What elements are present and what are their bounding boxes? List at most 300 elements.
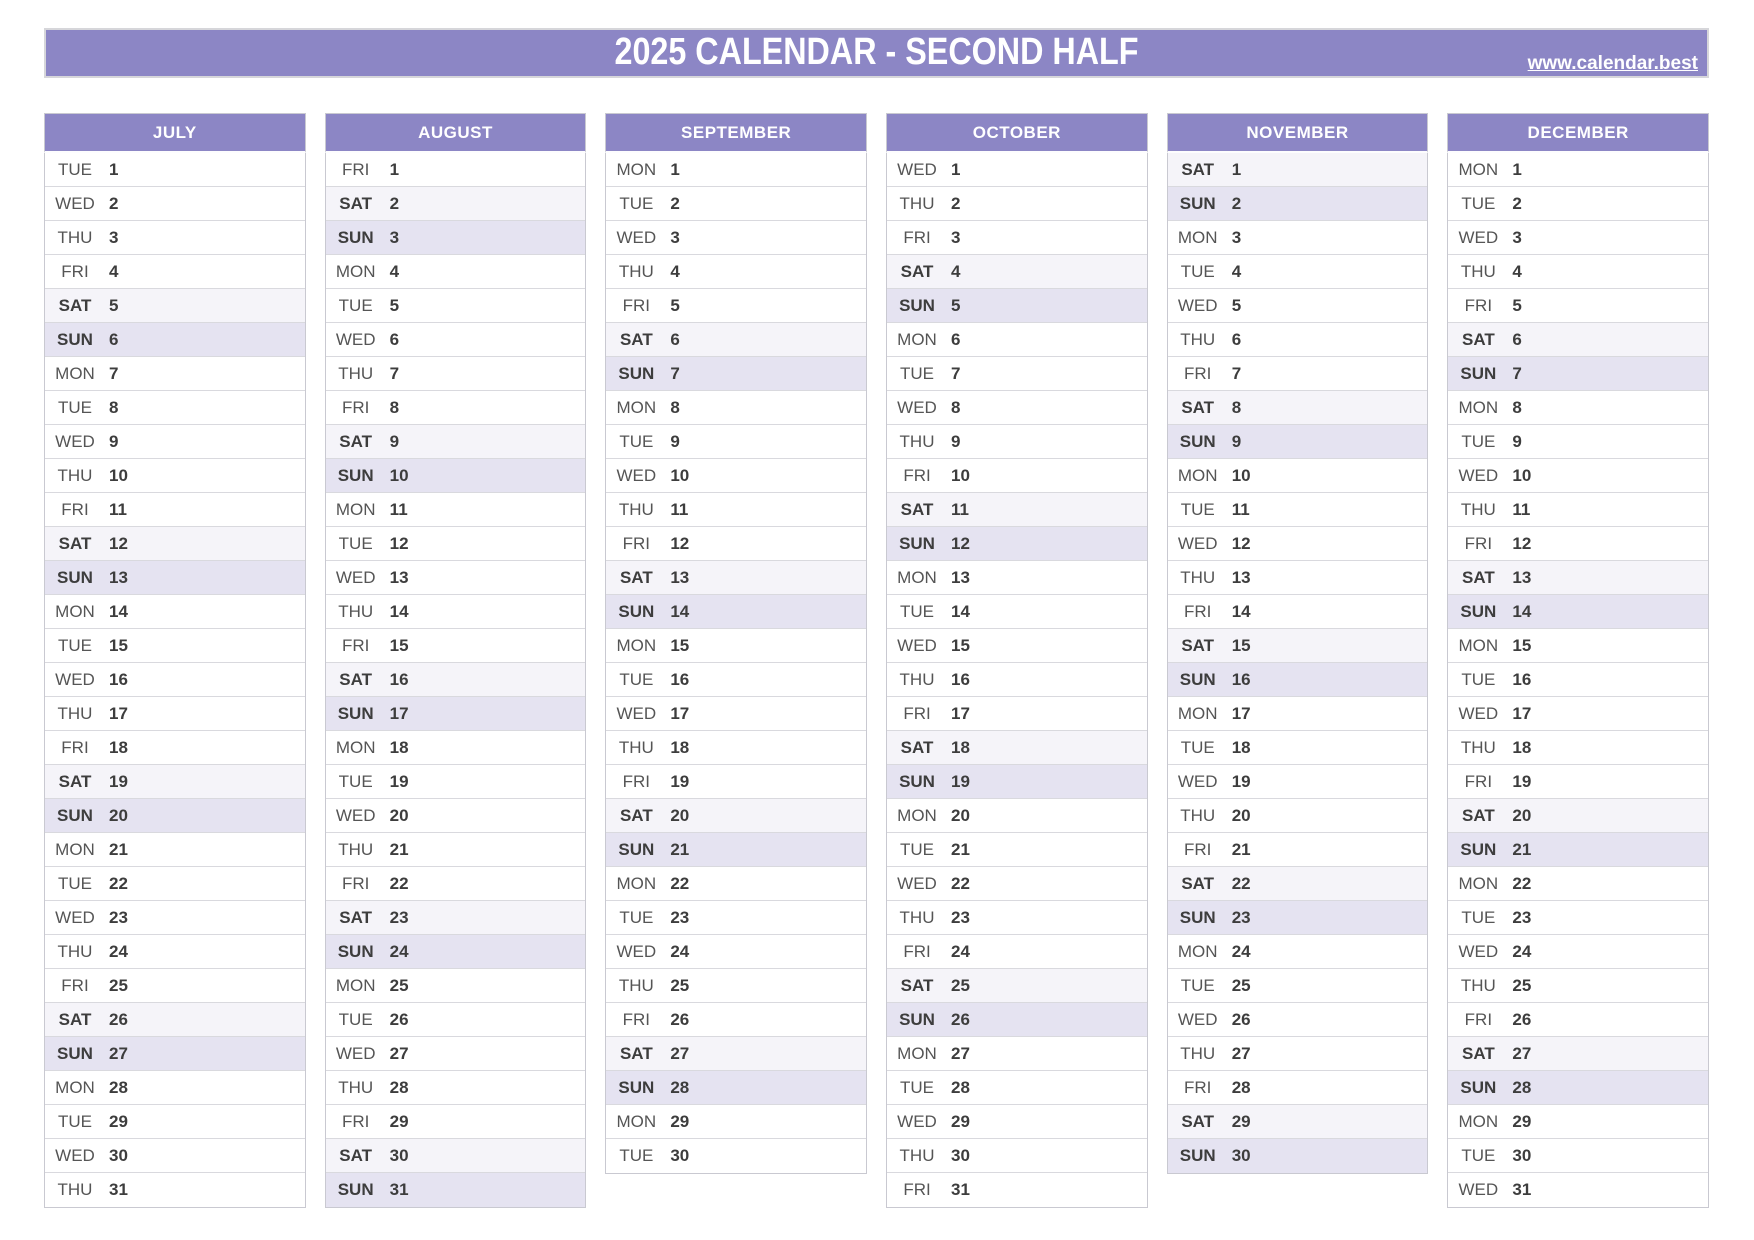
site-link[interactable]: www.calendar.best bbox=[1527, 53, 1698, 74]
day-row bbox=[45, 1105, 305, 1139]
day-number: 11 bbox=[389, 499, 408, 519]
day-of-week-label: SAT bbox=[1181, 635, 1215, 655]
day-row bbox=[887, 833, 1147, 867]
day-number: 26 bbox=[109, 1009, 128, 1029]
day-of-week-label: MON bbox=[335, 499, 376, 519]
day-number: 4 bbox=[951, 261, 961, 281]
day-row bbox=[1168, 595, 1428, 629]
day-row bbox=[45, 969, 305, 1003]
day-of-week-label: SAT bbox=[339, 193, 373, 213]
day-of-week-label: MON bbox=[55, 839, 95, 859]
day-row bbox=[606, 1037, 866, 1071]
day-number: 7 bbox=[109, 363, 119, 383]
day-of-week-label: FRI bbox=[903, 465, 931, 485]
day-of-week-label: SUN bbox=[899, 771, 935, 791]
day-of-week-label: MON bbox=[1458, 159, 1499, 179]
day-number: 19 bbox=[670, 771, 690, 791]
month-days bbox=[605, 153, 867, 1174]
day-of-week-label: TUE bbox=[1180, 261, 1215, 281]
day-number: 11 bbox=[1231, 499, 1250, 519]
day-of-week-label: FRI bbox=[61, 261, 89, 281]
day-number: 16 bbox=[670, 669, 690, 689]
day-row bbox=[1168, 289, 1428, 323]
month-column bbox=[44, 113, 306, 1208]
day-number: 26 bbox=[389, 1009, 409, 1029]
day-number: 9 bbox=[109, 431, 119, 451]
day-of-week-label: SUN bbox=[618, 601, 655, 621]
day-of-week-label: SAT bbox=[58, 533, 92, 553]
day-number: 7 bbox=[1231, 363, 1242, 383]
day-of-week-label: SAT bbox=[900, 737, 934, 757]
day-of-week-label: FRI bbox=[341, 1111, 370, 1131]
day-number: 15 bbox=[951, 635, 970, 655]
day-row bbox=[1168, 255, 1428, 289]
day-row bbox=[1448, 935, 1708, 969]
day-row bbox=[1168, 969, 1428, 1003]
day-number: 19 bbox=[389, 771, 409, 791]
day-number: 16 bbox=[389, 669, 409, 689]
day-of-week-label: SAT bbox=[1461, 567, 1495, 587]
day-number: 20 bbox=[1231, 805, 1251, 825]
day-of-week-label: MON bbox=[897, 1043, 937, 1063]
day-row bbox=[1168, 1003, 1428, 1037]
day-number: 6 bbox=[389, 329, 400, 349]
day-of-week-label: FRI bbox=[1464, 771, 1493, 791]
day-row bbox=[1448, 527, 1708, 561]
day-number: 15 bbox=[1512, 635, 1532, 655]
day-of-week-label: MON bbox=[335, 975, 376, 995]
day-of-week-label: THU bbox=[1180, 329, 1216, 349]
day-row bbox=[1168, 1071, 1428, 1105]
day-of-week-label: SUN bbox=[1179, 1146, 1216, 1165]
day-of-week-label: MON bbox=[616, 635, 657, 655]
day-row bbox=[1448, 765, 1708, 799]
day-number: 12 bbox=[1231, 533, 1251, 553]
day-row bbox=[606, 561, 866, 595]
day-number: 17 bbox=[1512, 703, 1532, 723]
day-number: 25 bbox=[389, 975, 409, 995]
day-number: 1 bbox=[389, 159, 400, 179]
day-number: 4 bbox=[1231, 261, 1242, 281]
day-number: 13 bbox=[109, 567, 128, 587]
day-of-week-label: SUN bbox=[57, 1043, 93, 1063]
day-row bbox=[326, 1173, 586, 1207]
day-number: 8 bbox=[1231, 397, 1242, 417]
day-row bbox=[887, 1071, 1147, 1105]
day-of-week-label: SAT bbox=[619, 329, 653, 349]
day-number: 28 bbox=[1512, 1077, 1532, 1097]
day-row bbox=[326, 629, 586, 663]
day-row bbox=[1168, 153, 1428, 187]
day-row bbox=[1448, 731, 1708, 765]
day-of-week-label: THU bbox=[1460, 737, 1496, 757]
day-of-week-label: TUE bbox=[1180, 737, 1215, 757]
day-row bbox=[606, 187, 866, 221]
day-row bbox=[887, 765, 1147, 799]
day-row bbox=[45, 833, 305, 867]
day-of-week-label: SAT bbox=[900, 499, 934, 519]
day-row bbox=[606, 1139, 866, 1173]
day-number: 26 bbox=[1231, 1009, 1251, 1029]
day-number: 17 bbox=[670, 703, 690, 723]
day-row bbox=[45, 799, 305, 833]
day-row bbox=[1168, 493, 1428, 527]
day-of-week-label: TUE bbox=[900, 839, 935, 859]
day-row bbox=[606, 765, 866, 799]
month-column bbox=[325, 113, 587, 1208]
day-number: 22 bbox=[389, 873, 409, 893]
day-of-week-label: WED bbox=[616, 227, 657, 247]
day-of-week-label: MON bbox=[897, 329, 937, 349]
day-row bbox=[45, 867, 305, 901]
day-row bbox=[1448, 663, 1708, 697]
day-of-week-label: FRI bbox=[1464, 1009, 1493, 1029]
day-row bbox=[606, 289, 866, 323]
day-number: 8 bbox=[670, 397, 680, 417]
day-row bbox=[326, 867, 586, 901]
day-number: 14 bbox=[670, 601, 690, 621]
day-number: 17 bbox=[1231, 703, 1251, 723]
day-row bbox=[887, 663, 1147, 697]
day-row bbox=[606, 867, 866, 901]
day-row bbox=[326, 595, 586, 629]
day-row bbox=[326, 391, 586, 425]
day-row bbox=[606, 1105, 866, 1139]
day-number: 15 bbox=[1231, 635, 1251, 655]
day-of-week-label: MON bbox=[55, 1077, 95, 1097]
day-number: 1 bbox=[951, 159, 961, 179]
month-days bbox=[1447, 153, 1709, 1208]
day-number: 22 bbox=[109, 873, 128, 893]
day-row bbox=[1448, 323, 1708, 357]
day-row bbox=[606, 221, 866, 255]
day-row bbox=[1168, 799, 1428, 833]
day-row bbox=[326, 357, 586, 391]
month-days bbox=[325, 153, 587, 1208]
day-row bbox=[1168, 187, 1428, 221]
day-of-week-label: TUE bbox=[619, 431, 654, 451]
day-number: 29 bbox=[1231, 1111, 1251, 1131]
day-number: 11 bbox=[1512, 499, 1531, 519]
day-of-week-label: FRI bbox=[903, 703, 931, 723]
day-number: 10 bbox=[1512, 465, 1532, 485]
day-number: 23 bbox=[1231, 907, 1251, 927]
day-number: 31 bbox=[1512, 1180, 1532, 1199]
day-number: 1 bbox=[1231, 159, 1242, 179]
day-row bbox=[887, 153, 1147, 187]
day-row bbox=[45, 935, 305, 969]
day-of-week-label: MON bbox=[1177, 941, 1218, 961]
day-number: 6 bbox=[109, 329, 119, 349]
day-number: 30 bbox=[1231, 1146, 1251, 1165]
day-row bbox=[887, 323, 1147, 357]
day-number: 21 bbox=[951, 839, 970, 859]
day-row bbox=[1448, 493, 1708, 527]
day-row bbox=[887, 697, 1147, 731]
day-number: 2 bbox=[1231, 193, 1242, 213]
day-of-week-label: SUN bbox=[337, 1180, 374, 1199]
day-number: 5 bbox=[1512, 295, 1522, 315]
day-row bbox=[1448, 901, 1708, 935]
day-of-week-label: FRI bbox=[903, 941, 931, 961]
day-number: 3 bbox=[1231, 227, 1242, 247]
day-number: 14 bbox=[951, 601, 970, 621]
day-number: 10 bbox=[389, 465, 409, 485]
day-of-week-label: THU bbox=[57, 941, 93, 961]
day-of-week-label: TUE bbox=[58, 873, 92, 893]
day-row bbox=[887, 1003, 1147, 1037]
day-of-week-label: MON bbox=[1177, 703, 1218, 723]
day-of-week-label: FRI bbox=[341, 397, 370, 417]
day-of-week-label: SUN bbox=[337, 703, 374, 723]
month-header-july: JULY bbox=[44, 113, 306, 153]
day-of-week-label: FRI bbox=[61, 737, 89, 757]
day-number: 3 bbox=[389, 227, 400, 247]
day-row bbox=[1448, 1173, 1708, 1207]
day-of-week-label: TUE bbox=[619, 1146, 654, 1165]
day-of-week-label: THU bbox=[57, 465, 93, 485]
day-row bbox=[1168, 391, 1428, 425]
day-number: 31 bbox=[109, 1180, 128, 1199]
day-of-week-label: TUE bbox=[1461, 193, 1496, 213]
day-row bbox=[1168, 765, 1428, 799]
day-number: 19 bbox=[109, 771, 128, 791]
day-of-week-label: MON bbox=[1458, 397, 1499, 417]
day-row bbox=[1168, 357, 1428, 391]
day-row bbox=[45, 323, 305, 357]
day-of-week-label: MON bbox=[1177, 465, 1218, 485]
day-of-week-label: TUE bbox=[58, 1111, 92, 1131]
day-row bbox=[606, 799, 866, 833]
day-row bbox=[1448, 391, 1708, 425]
month-header-december: DECEMBER bbox=[1447, 113, 1709, 153]
day-row bbox=[887, 799, 1147, 833]
day-row bbox=[1448, 595, 1708, 629]
day-of-week-label: THU bbox=[1180, 805, 1216, 825]
day-row bbox=[887, 357, 1147, 391]
day-number: 6 bbox=[670, 329, 680, 349]
day-number: 2 bbox=[109, 193, 119, 213]
day-row bbox=[1168, 663, 1428, 697]
day-of-week-label: FRI bbox=[1183, 601, 1212, 621]
day-row bbox=[1448, 799, 1708, 833]
day-of-week-label: FRI bbox=[903, 1180, 931, 1199]
day-row bbox=[1448, 833, 1708, 867]
day-of-week-label: SUN bbox=[899, 1009, 935, 1029]
day-row bbox=[45, 1037, 305, 1071]
day-row bbox=[606, 1003, 866, 1037]
day-of-week-label: SAT bbox=[1461, 1043, 1495, 1063]
day-row bbox=[45, 561, 305, 595]
day-of-week-label: TUE bbox=[58, 159, 92, 179]
day-row bbox=[606, 833, 866, 867]
day-row bbox=[45, 1139, 305, 1173]
day-number: 9 bbox=[670, 431, 680, 451]
day-number: 23 bbox=[1512, 907, 1532, 927]
day-of-week-label: THU bbox=[1460, 499, 1496, 519]
day-of-week-label: WED bbox=[55, 1145, 95, 1165]
day-of-week-label: MON bbox=[1458, 873, 1499, 893]
day-number: 5 bbox=[670, 295, 680, 315]
day-number: 5 bbox=[1231, 295, 1242, 315]
day-of-week-label: WED bbox=[1177, 295, 1218, 315]
day-number: 23 bbox=[109, 907, 128, 927]
day-of-week-label: WED bbox=[1458, 1180, 1499, 1199]
day-of-week-label: WED bbox=[616, 703, 657, 723]
day-number: 16 bbox=[1512, 669, 1532, 689]
day-of-week-label: THU bbox=[618, 499, 654, 519]
day-of-week-label: FRI bbox=[903, 227, 931, 247]
day-number: 24 bbox=[1512, 941, 1532, 961]
day-of-week-label: THU bbox=[338, 601, 374, 621]
day-of-week-label: THU bbox=[57, 227, 93, 247]
day-row bbox=[606, 357, 866, 391]
day-of-week-label: THU bbox=[1460, 975, 1496, 995]
day-of-week-label: TUE bbox=[1461, 907, 1496, 927]
day-of-week-label: SUN bbox=[1460, 601, 1497, 621]
day-of-week-label: THU bbox=[899, 193, 935, 213]
day-row bbox=[326, 153, 586, 187]
day-of-week-label: SUN bbox=[618, 839, 655, 859]
day-row bbox=[326, 697, 586, 731]
day-of-week-label: TUE bbox=[58, 635, 92, 655]
day-row bbox=[326, 765, 586, 799]
day-number: 2 bbox=[951, 193, 961, 213]
day-number: 30 bbox=[951, 1145, 970, 1165]
day-row bbox=[887, 901, 1147, 935]
day-number: 16 bbox=[1231, 669, 1251, 689]
day-of-week-label: WED bbox=[897, 397, 937, 417]
day-of-week-label: TUE bbox=[338, 295, 373, 315]
month-column bbox=[886, 113, 1148, 1208]
day-row bbox=[45, 187, 305, 221]
day-number: 16 bbox=[109, 669, 128, 689]
day-row bbox=[326, 731, 586, 765]
day-number: 14 bbox=[1231, 601, 1251, 621]
day-number: 25 bbox=[109, 975, 128, 995]
day-of-week-label: FRI bbox=[1183, 1077, 1212, 1097]
day-of-week-label: MON bbox=[335, 737, 376, 757]
day-of-week-label: FRI bbox=[61, 975, 89, 995]
day-number: 13 bbox=[1231, 567, 1251, 587]
day-number: 16 bbox=[951, 669, 970, 689]
day-number: 12 bbox=[1512, 533, 1532, 553]
day-row bbox=[887, 391, 1147, 425]
day-row bbox=[326, 663, 586, 697]
day-row bbox=[45, 765, 305, 799]
day-number: 25 bbox=[670, 975, 690, 995]
day-number: 10 bbox=[1231, 465, 1251, 485]
day-of-week-label: FRI bbox=[1183, 363, 1212, 383]
day-of-week-label: TUE bbox=[58, 397, 92, 417]
day-of-week-label: SUN bbox=[1179, 669, 1216, 689]
day-number: 26 bbox=[670, 1009, 690, 1029]
month-days bbox=[1167, 153, 1429, 1174]
day-row bbox=[887, 187, 1147, 221]
day-number: 3 bbox=[109, 227, 119, 247]
day-number: 18 bbox=[951, 737, 970, 757]
day-row bbox=[45, 391, 305, 425]
day-of-week-label: THU bbox=[899, 431, 935, 451]
day-number: 18 bbox=[109, 737, 128, 757]
day-of-week-label: MON bbox=[616, 1111, 657, 1131]
day-row bbox=[1448, 1037, 1708, 1071]
day-row bbox=[1168, 1105, 1428, 1139]
day-row bbox=[887, 493, 1147, 527]
day-number: 24 bbox=[109, 941, 128, 961]
day-number: 19 bbox=[951, 771, 970, 791]
day-of-week-label: TUE bbox=[338, 533, 373, 553]
day-number: 28 bbox=[670, 1077, 690, 1097]
day-of-week-label: SAT bbox=[900, 261, 934, 281]
day-of-week-label: MON bbox=[1458, 1111, 1499, 1131]
day-of-week-label: WED bbox=[897, 1111, 937, 1131]
day-of-week-label: SAT bbox=[58, 1009, 92, 1029]
day-row bbox=[45, 629, 305, 663]
day-number: 6 bbox=[1512, 329, 1522, 349]
day-number: 27 bbox=[109, 1043, 128, 1063]
day-row bbox=[45, 289, 305, 323]
day-of-week-label: THU bbox=[1460, 261, 1496, 281]
day-number: 19 bbox=[1231, 771, 1251, 791]
day-of-week-label: SAT bbox=[619, 567, 653, 587]
day-of-week-label: THU bbox=[618, 737, 654, 757]
day-of-week-label: TUE bbox=[619, 193, 654, 213]
day-row bbox=[1448, 153, 1708, 187]
day-row bbox=[326, 1071, 586, 1105]
day-number: 29 bbox=[109, 1111, 128, 1131]
day-row bbox=[606, 629, 866, 663]
day-number: 18 bbox=[389, 737, 409, 757]
day-of-week-label: SAT bbox=[619, 1043, 653, 1063]
day-row bbox=[1168, 901, 1428, 935]
day-of-week-label: MON bbox=[897, 567, 937, 587]
day-row bbox=[45, 901, 305, 935]
day-of-week-label: WED bbox=[616, 941, 657, 961]
day-number: 6 bbox=[1231, 329, 1242, 349]
day-number: 17 bbox=[109, 703, 128, 723]
day-row bbox=[1448, 459, 1708, 493]
day-of-week-label: SUN bbox=[1460, 839, 1497, 859]
day-row bbox=[887, 1173, 1147, 1207]
day-of-week-label: SAT bbox=[1461, 329, 1495, 349]
day-number: 10 bbox=[951, 465, 970, 485]
day-number: 4 bbox=[109, 261, 119, 281]
day-row bbox=[326, 1003, 586, 1037]
day-number: 5 bbox=[109, 295, 119, 315]
day-number: 21 bbox=[389, 839, 409, 859]
day-of-week-label: SAT bbox=[1181, 159, 1215, 179]
day-of-week-label: TUE bbox=[1461, 669, 1496, 689]
day-number: 8 bbox=[1512, 397, 1522, 417]
day-number: 26 bbox=[1512, 1009, 1532, 1029]
day-number: 4 bbox=[389, 261, 400, 281]
day-of-week-label: SAT bbox=[900, 975, 934, 995]
day-number: 7 bbox=[670, 363, 680, 383]
day-row bbox=[887, 255, 1147, 289]
day-of-week-label: SUN bbox=[57, 567, 93, 587]
day-number: 12 bbox=[670, 533, 690, 553]
day-row bbox=[887, 289, 1147, 323]
day-row bbox=[1168, 221, 1428, 255]
day-number: 20 bbox=[951, 805, 970, 825]
day-number: 1 bbox=[670, 159, 680, 179]
day-row bbox=[1448, 255, 1708, 289]
day-of-week-label: SAT bbox=[1461, 805, 1495, 825]
day-of-week-label: THU bbox=[618, 261, 654, 281]
day-row bbox=[606, 323, 866, 357]
day-row bbox=[45, 153, 305, 187]
